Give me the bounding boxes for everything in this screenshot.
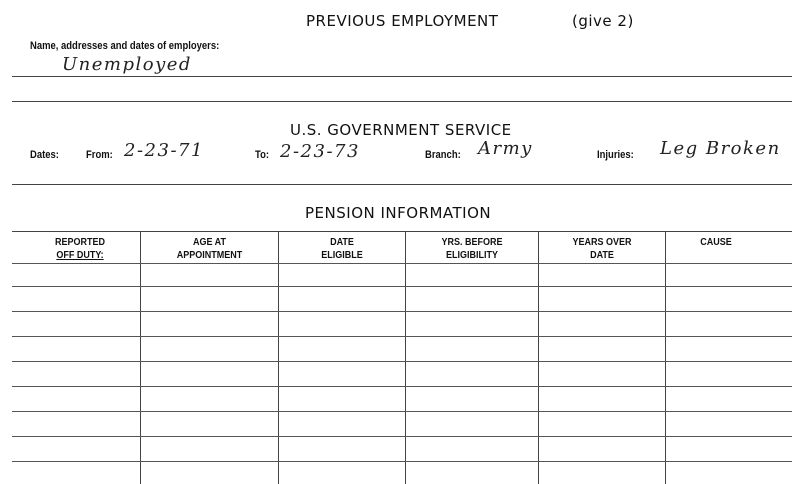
table-row[interactable] xyxy=(12,286,792,287)
column-header-date-eligible: DATE ELIGIBLE xyxy=(321,237,363,261)
column-divider xyxy=(278,232,279,484)
injuries-label: Injuries: xyxy=(597,149,634,161)
pension-information-title: PENSION INFORMATION xyxy=(305,204,492,222)
previous-employment-title: PREVIOUS EMPLOYMENT xyxy=(306,12,499,30)
column-divider xyxy=(140,232,141,484)
column-header-yrs-before-eligibility: YRS. BEFORE ELIGIBILITY xyxy=(441,237,503,261)
table-row[interactable] xyxy=(12,436,792,437)
dates-label: Dates: xyxy=(30,149,59,161)
from-date-value[interactable]: 2-23-71 xyxy=(124,140,204,161)
table-row[interactable] xyxy=(12,311,792,312)
employers-line-2 xyxy=(12,101,792,102)
branch-label: Branch: xyxy=(425,149,461,161)
injuries-value[interactable]: Leg Broken xyxy=(660,138,781,159)
employers-value[interactable]: Unemployed xyxy=(62,54,192,75)
table-row[interactable] xyxy=(12,336,792,337)
employers-line-1 xyxy=(12,76,792,77)
column-divider xyxy=(665,232,666,484)
column-header-age-at-appointment: AGE AT APPOINTMENT xyxy=(176,237,243,261)
branch-value[interactable]: Army xyxy=(478,138,533,159)
table-row[interactable] xyxy=(12,411,792,412)
column-header-reported-off-duty: REPORTED OFF DUTY: xyxy=(54,237,106,261)
column-divider xyxy=(538,232,539,484)
table-row[interactable] xyxy=(12,461,792,462)
employers-label: Name, addresses and dates of employers: xyxy=(30,40,220,52)
to-label: To: xyxy=(255,149,270,161)
column-header-cause: CAUSE xyxy=(700,237,732,248)
give-two-note: (give 2) xyxy=(572,12,634,30)
table-row[interactable] xyxy=(12,386,792,387)
column-divider xyxy=(405,232,406,484)
table-row[interactable] xyxy=(12,263,792,264)
from-label: From: xyxy=(86,149,113,161)
government-service-line xyxy=(12,184,792,185)
column-header-years-over-date: YEARS OVER DATE xyxy=(572,237,632,261)
table-row[interactable] xyxy=(12,361,792,362)
government-service-title: U.S. GOVERNMENT SERVICE xyxy=(290,121,512,139)
pension-table-top-border xyxy=(12,231,792,232)
to-date-value[interactable]: 2-23-73 xyxy=(280,141,360,162)
